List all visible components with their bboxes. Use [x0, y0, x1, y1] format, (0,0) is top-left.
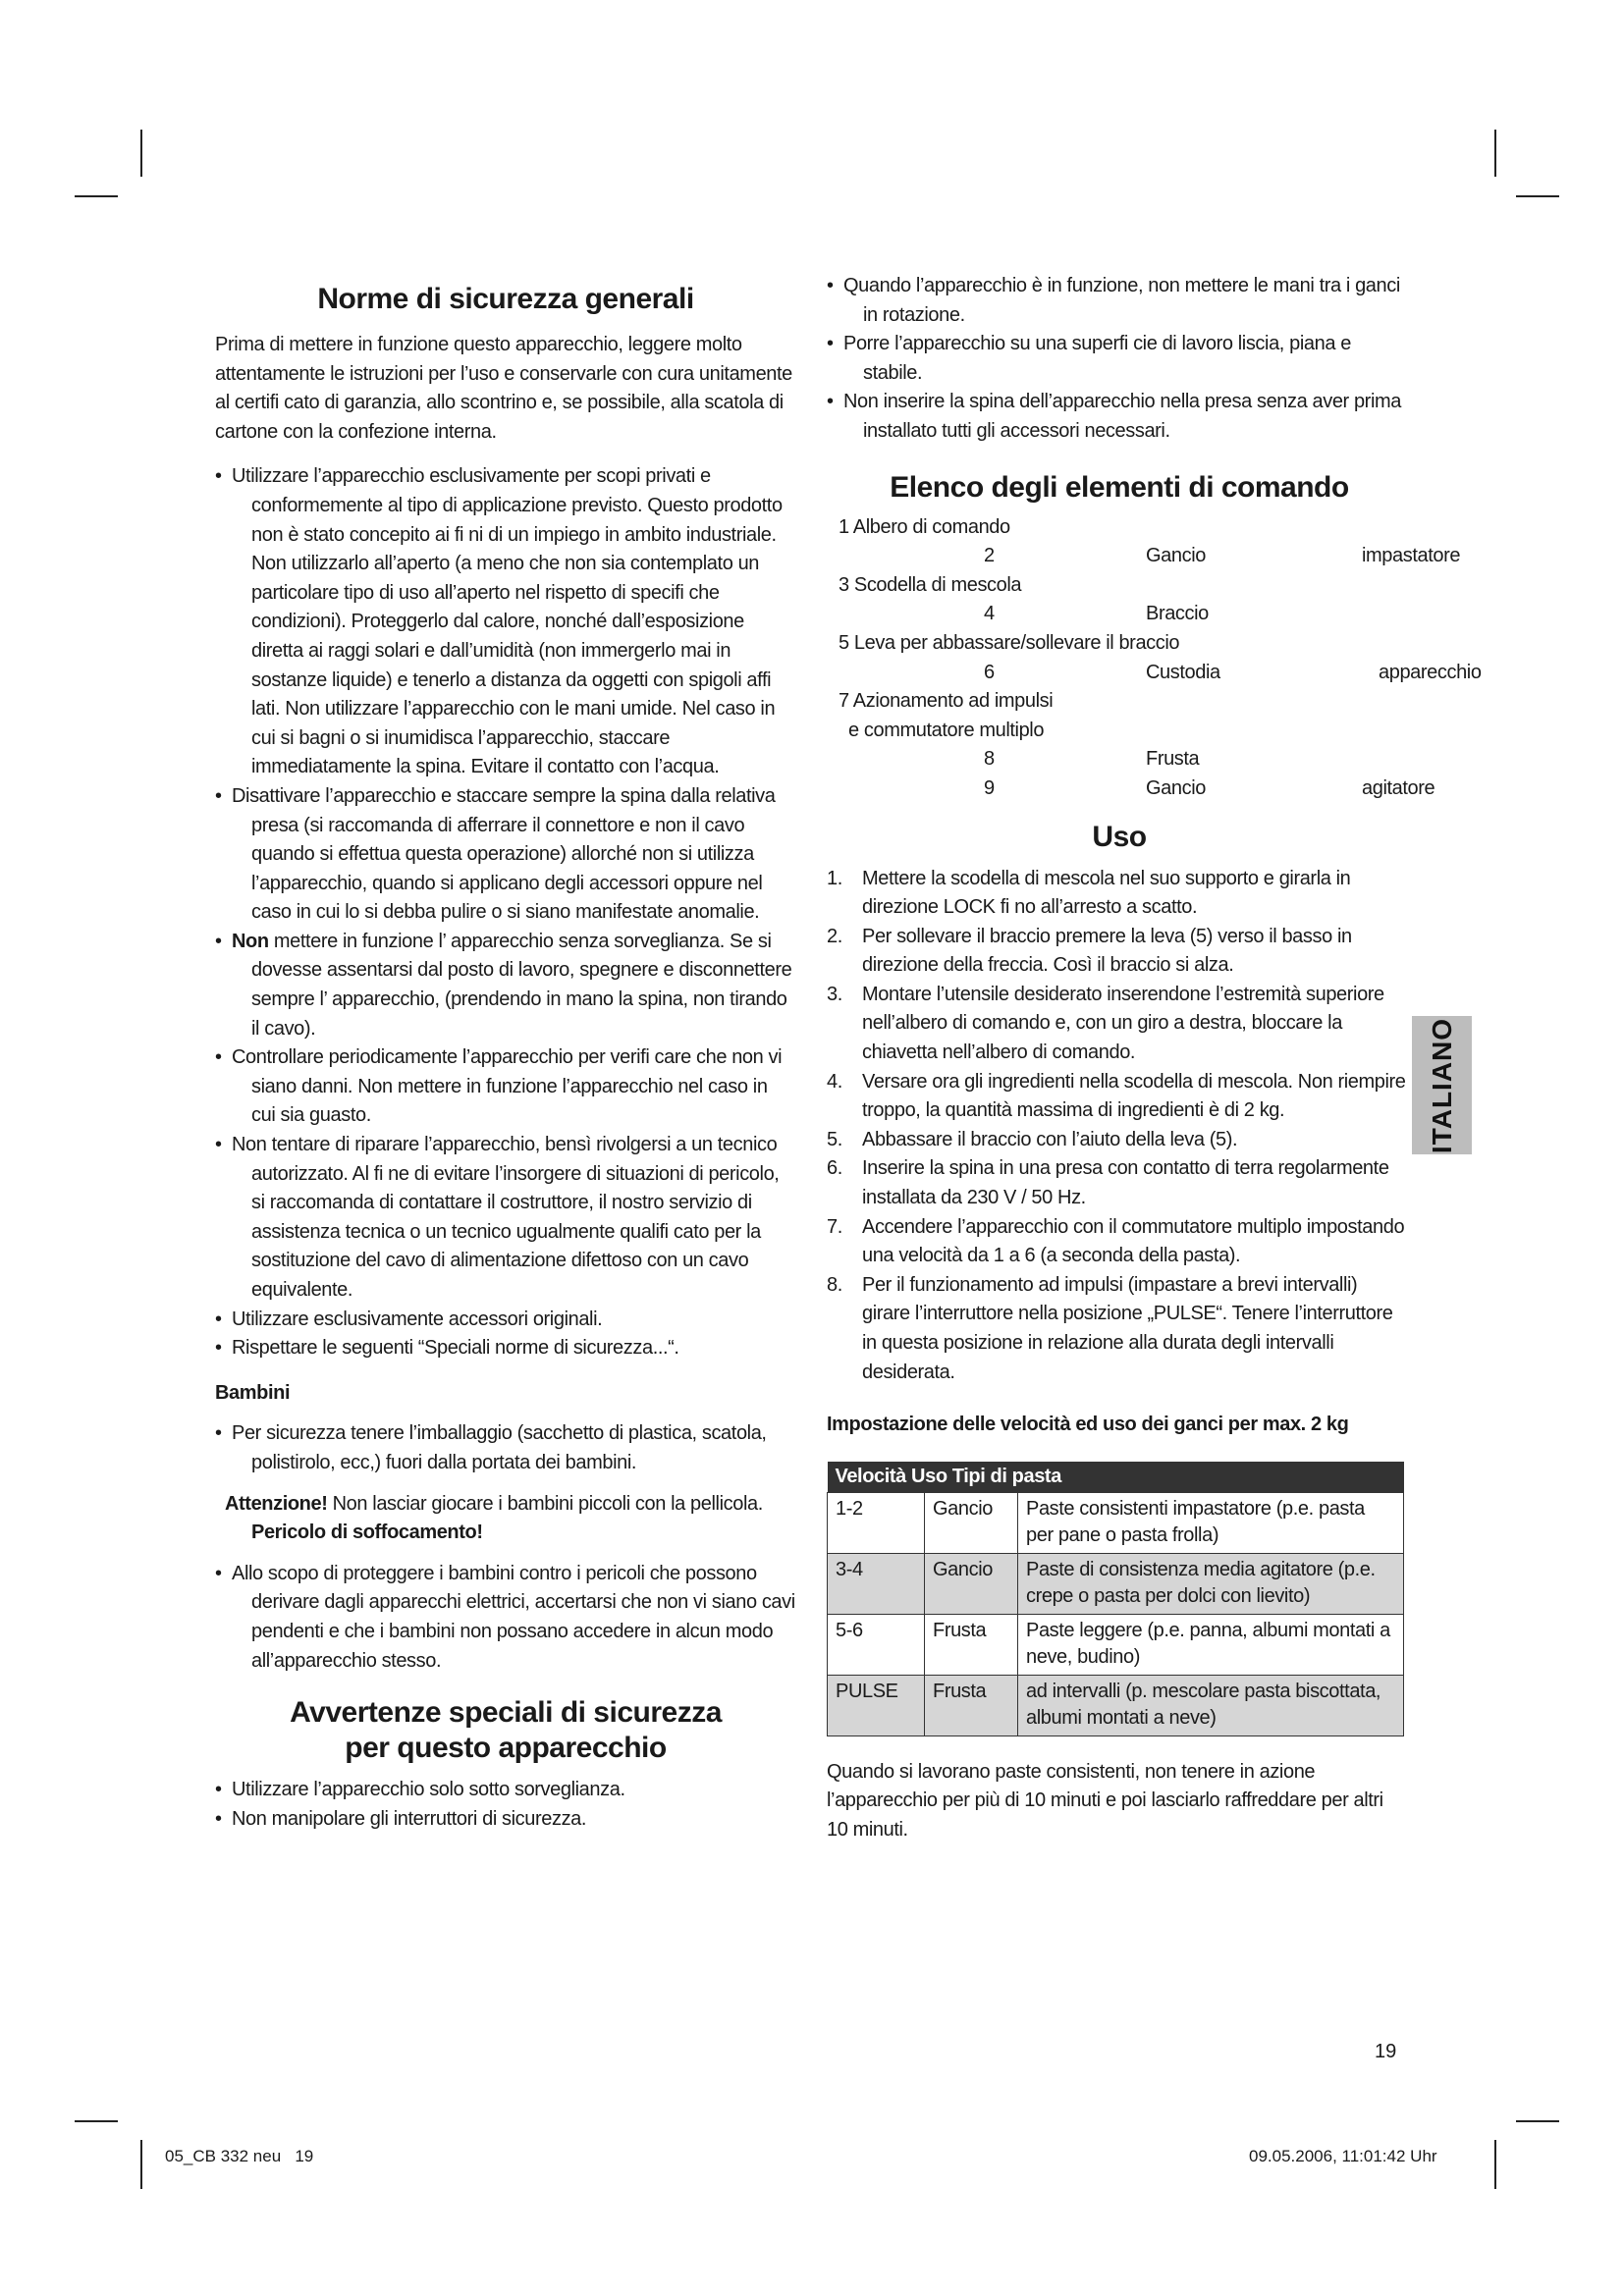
table-cell: Paste leggere (p.e. panna, albumi montati a neve, budino): [1018, 1614, 1404, 1675]
table-cell: Paste consistenti impastatore (p.e. pasta per pane o pasta frolla): [1018, 1492, 1404, 1553]
heading-special-safety: [215, 1695, 796, 1766]
table-cell: PULSE: [828, 1675, 925, 1735]
list-item: [827, 1068, 1406, 1126]
list-item: [827, 1154, 1406, 1212]
attention-note: [225, 1490, 796, 1548]
footer-right: 09.05.2006, 11:01:42 Uhr: [1249, 2147, 1437, 2165]
step-number: 5.: [827, 1128, 842, 1150]
language-tab: [1412, 1016, 1472, 1154]
control-label: apparecchio: [1379, 661, 1482, 683]
list-item: [827, 923, 1406, 981]
list-item: • Controllare periodicamente l’apparecchio per verifi care che non vi siano danni. Non mettere in funzione l’apparecchio nel caso in cui sia guasto.: [215, 1043, 796, 1131]
list-item: • Per sicurezza tenere l’imballaggio (sacchetto di plastica, scatola, polistirolo, ecc,) fuori dalla portata dei bambini.: [215, 1419, 796, 1477]
control-label: Frusta: [1146, 748, 1200, 771]
step-text: Abbassare il braccio con l’aiuto della leva (5).: [862, 1128, 1238, 1150]
crop-mark: [1494, 130, 1496, 177]
table-cell: Gancio: [925, 1492, 1018, 1553]
table-row: [828, 1553, 1404, 1614]
control-number: 6: [984, 661, 995, 683]
crop-mark: [75, 195, 118, 197]
footer-left: 05_CB 332 neu 19: [165, 2147, 314, 2165]
crop-mark: [1516, 2120, 1559, 2122]
list-item: • Non manipolare gli interruttori di sicurezza.: [215, 1805, 796, 1835]
step-text: Inserire la spina in una presa con contatto di terra regolarmente installata da 230 V / 50 Hz.: [862, 1157, 1389, 1209]
heading-line: per questo apparecchio: [345, 1732, 667, 1765]
list-item: • Non inserire la spina dell’apparecchio nella presa senza aver prima installato tutti gli accessori necessari.: [827, 388, 1406, 446]
heading-line: Avvertenze speciali di sicurezza: [290, 1696, 722, 1730]
control-row: [827, 745, 1494, 774]
list-item: [827, 865, 1406, 923]
step-number: 1.: [827, 867, 842, 889]
step-number: 8.: [827, 1273, 842, 1296]
control-number: 2: [984, 545, 995, 567]
heading-general-safety: Norme di sicurezza generali: [317, 283, 694, 315]
control-label: Gancio: [1146, 545, 1206, 567]
table-cell: 1-2: [828, 1492, 925, 1553]
list-item: [827, 1213, 1406, 1271]
step-number: 3.: [827, 983, 842, 1005]
control-row: [827, 513, 1494, 543]
list-item: [827, 1126, 1406, 1155]
crop-mark: [140, 130, 142, 177]
control-number: 9: [984, 776, 995, 799]
top-list: [827, 272, 1406, 447]
left-column: [215, 272, 796, 1834]
table-row: [828, 1614, 1404, 1675]
crop-mark: [1494, 2140, 1496, 2189]
attention-label: Attenzione!: [225, 1492, 328, 1515]
table-cell: 5-6: [828, 1614, 925, 1675]
table-cell: Gancio: [925, 1553, 1018, 1614]
table-row: [828, 1675, 1404, 1735]
control-row: [827, 717, 1494, 746]
control-row: [827, 600, 1494, 629]
control-row: [827, 774, 1494, 804]
language-label: ITALIANO: [1426, 1017, 1457, 1153]
intro-paragraph: Prima di mettere in funzione questo apparecchio, leggere molto attentamente le istruzioni per l’uso e conservarle con cura unitamente al certifi cato di garanzia, allo scontrino e, se possibile, alla scatola di cartone con la confezione interna.: [215, 334, 792, 443]
list-item: • Porre l’apparecchio su una superfi cie di lavoro liscia, piana e stabile.: [827, 330, 1406, 388]
table-cell: Paste di consistenza media agitatore (p.e. crepe o pasta per dolci con lievito): [1018, 1553, 1404, 1614]
step-text: Per sollevare il braccio premere la leva (5) verso il basso in direzione della freccia. Così il braccio si alza.: [862, 925, 1352, 977]
table-header-row: [828, 1462, 1404, 1493]
special-safety-list: [215, 1776, 796, 1834]
control-label: 5 Leva per abbassare/sollevare il braccio: [839, 631, 1180, 654]
control-label: 1 Albero di comando: [839, 515, 1010, 538]
control-label: Custodia: [1146, 661, 1220, 683]
control-row: [827, 571, 1494, 601]
step-number: 2.: [827, 925, 842, 947]
table-cell: Frusta: [925, 1675, 1018, 1735]
control-row: [827, 659, 1494, 688]
danger-text: Pericolo di soffocamento!: [251, 1522, 483, 1544]
closing-paragraph: Quando si lavorano paste consistenti, non tenere in azione l’apparecchio per più di 10 minuti e poi lasciarlo raffreddare per altri 10 minuti.: [827, 1760, 1383, 1841]
table-row: [828, 1492, 1404, 1553]
list-item: [215, 928, 796, 1043]
heading-controls: Elenco degli elementi di comando: [890, 470, 1349, 504]
table-cell: Frusta: [925, 1614, 1018, 1675]
bambini-list: [215, 1419, 796, 1477]
list-item: • Utilizzare l’apparecchio solo sotto sorveglianza.: [215, 1776, 796, 1805]
safety-list: [215, 462, 796, 1362]
list-item: [827, 981, 1406, 1068]
step-number: 4.: [827, 1070, 842, 1093]
control-label: 3 Scodella di mescola: [839, 573, 1022, 596]
control-label: impastatore: [1362, 545, 1461, 567]
table-cell: ad intervalli (p. mescolare pasta biscottata, albumi montati a neve): [1018, 1675, 1404, 1735]
crop-mark: [75, 2120, 118, 2122]
heading-bambini: Bambini: [215, 1381, 291, 1404]
table-header: Velocità Uso Tipi di pasta: [828, 1462, 1404, 1493]
heading-uso: Uso: [1092, 820, 1147, 853]
attention-text: Non lasciar giocare i bambini piccoli con la pellicola.: [327, 1492, 763, 1515]
step-text: Montare l’utensile desiderato inserendone l’estremità superiore nell’albero di comando e, con un giro a destra, bloccare la chiavetta nell’albero di comando.: [862, 983, 1384, 1064]
step-number: 6.: [827, 1157, 842, 1180]
list-item: • Quando l’apparecchio è in funzione, non mettere le mani tra i ganci in rotazione.: [827, 272, 1406, 330]
control-label: e commutatore multiplo: [848, 719, 1045, 741]
step-text: Accendere l’apparecchio con il commutatore multiplo impostando una velocità da 1 a 6 (a seconda della pasta).: [862, 1215, 1405, 1267]
list-item: • Non tentare di riparare l’apparecchio, bensì rivolgersi a un tecnico autorizzato. Al fi ne di evitare l’insorgere di situazioni di pericolo, si raccomanda di contattare il costruttore, il nostro servizio di assistenza tecnica o un tecnico ugualmente qualifi cato per la sostituzione del cavo di alimentazione difettoso con un cavo equivalente.: [215, 1131, 796, 1306]
table-cell: 3-4: [828, 1553, 925, 1614]
control-number: 8: [984, 748, 995, 771]
control-number: 4: [984, 603, 995, 625]
bambini-list-2: [215, 1560, 796, 1676]
table-title: Impostazione delle velocità ed uso dei ganci per max. 2 kg: [827, 1414, 1349, 1436]
step-number: 7.: [827, 1215, 842, 1238]
list-item-text: mettere in funzione l’ apparecchio senza sorveglianza. Se si dovesse assentarsi dal posto di lavoro, spegnere e disconnettere sempre l’ apparecchio, (prendendo in mano la spina, non tirando il cavo).: [251, 930, 792, 1040]
control-label: Gancio: [1146, 776, 1206, 799]
page-number: 19: [1375, 2041, 1397, 2062]
controls-list: [827, 513, 1494, 804]
control-label: Braccio: [1146, 603, 1209, 625]
step-text: Mettere la scodella di mescola nel suo supporto e girarla in direzione LOCK fi no all’arresto a scatto.: [862, 867, 1351, 919]
list-item: • Utilizzare l’apparecchio esclusivamente per scopi privati e conformemente al tipo di applicazione previsto. Questo prodotto non è stato concepito ai fi ni di un impiego in ambito industriale. Non utilizzarlo all’aperto (a meno che non sia contemplato un particolare tipo di uso all’aperto nel rispetto di specifi che condizioni). Proteggerlo dal calore, nonché dall’esposizione diretta ai raggi solari e dall’umidità (non immergerlo mai in sostanze liquide) e tenerlo a distanza da oggetti con spigoli affi lati. Non utilizzare l’apparecchio con le mani umide. Nel caso in cui si bagni o si inumidisca l’apparecchio, staccare immediatamente la spina. Evitare il contatto con l’acqua.: [215, 462, 796, 782]
step-text: Versare ora gli ingredienti nella scodella di mescola. Non riempire troppo, la quantità massima di ingredienti è di 2 kg.: [862, 1070, 1406, 1122]
bold-non: Non: [232, 930, 269, 952]
crop-mark: [1516, 195, 1559, 197]
speed-table: [827, 1462, 1404, 1736]
control-row: [827, 629, 1494, 659]
list-item: • Utilizzare esclusivamente accessori originali.: [215, 1306, 796, 1335]
uso-steps: [827, 865, 1406, 1388]
list-item: • Rispettare le seguenti “Speciali norme di sicurezza...“.: [215, 1334, 796, 1363]
control-label: 7 Azionamento ad impulsi: [839, 690, 1054, 713]
list-item: • Disattivare l’apparecchio e staccare sempre la spina dalla relativa presa (si raccomanda di afferrare il connettore e non il cavo quando si effettua questa operazione) allorché non si utilizza l’apparecchio, quando si applicano degli accessori oppure nel caso in cui lo si debba pulire o si siano manifestate anomalie.: [215, 782, 796, 928]
step-text: Per il funzionamento ad impulsi (impastare a brevi intervalli) girare l’interruttore nella posizione „PULSE“. Tenere l’interruttore in questa posizione in relazione alla durata degli intervalli desiderata.: [862, 1273, 1393, 1383]
control-row: [827, 542, 1494, 571]
crop-mark: [140, 2140, 142, 2189]
control-row: [827, 687, 1494, 717]
list-item: [827, 1271, 1406, 1387]
control-label: agitatore: [1362, 776, 1435, 799]
list-item: • Allo scopo di proteggere i bambini contro i pericoli che possono derivare dagli apparecchi elettrici, accertarsi che non vi siano cavi pendenti e che i bambini non possano accedere in alcun modo all’apparecchio stesso.: [215, 1560, 796, 1676]
